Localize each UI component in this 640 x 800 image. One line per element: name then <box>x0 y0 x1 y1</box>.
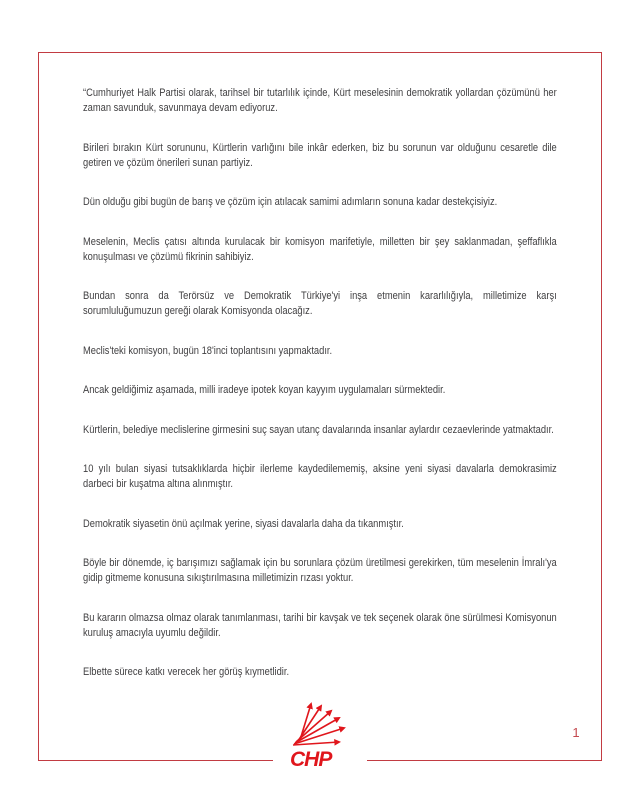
paragraph: Birileri bırakın Kürt sorununu, Kürtlerin varlığını bile inkâr ederken, biz bu sorunun var olduğunu cesaretle dile getiren ve çözüm önerileri sunan partiyiz. <box>83 141 557 169</box>
chp-six-arrows-icon <box>290 700 352 748</box>
paragraph: Bu kararın olmazsa olmaz olarak tanımlanması, tarihi bir kavşak ve tek seçenek olarak öne sürülmesi Komisyonun kuruluş amacıyla uyumlu değildir. <box>83 611 557 639</box>
paragraph: Demokratik siyasetin önü açılmak yerine, siyasi davalarla daha da tıkanmıştır. <box>83 517 404 530</box>
paragraph: Böyle bir dönemde, iç barışımızı sağlamak için bu sorunlara çözüm üretilmesi gerekirken, tüm meselenin İmralı'ya gidip gitmeme konusuna sıkıştırılmasına milletimizin rızası yoktur. <box>83 557 557 584</box>
paragraph: Kürtlerin, belediye meclislerine girmesini suç sayan utanç davalarında insanlar aylardır cezaevlerinde yatmaktadır. <box>83 423 554 436</box>
paragraph: 10 yılı bulan siyasi tutsaklıklarda hiçbir ilerleme kaydedilememiş, aksine yeni siyasi davalarla demokrasimiz darbeci bir kuşatma altına alınmıştır. <box>83 463 557 490</box>
paragraph: Meclis'teki komisyon, bugün 18'inci toplantısını yapmaktadır. <box>83 344 333 357</box>
statement-text <box>83 86 557 705</box>
paragraph: Ancak geldiğimiz aşamada, milli iradeye ipotek koyan kayyım uygulamaları sürmektedir. <box>83 384 446 396</box>
chp-logo <box>288 700 354 774</box>
paragraph: “Cumhuriyet Halk Partisi olarak, tarihsel bir tutarlılık içinde, Kürt meselesinin demokratik yollardan çözümünü her zaman savunduk, savunmaya devam ediyoruz. <box>83 87 557 114</box>
page-number: 1 <box>572 725 580 740</box>
paragraph: Bundan sonra da Terörsüz ve Demokratik Türkiye'yi inşa etmenin kararlılığıyla, milletimize karşı sorumluluğumuzun gereği olarak Komisyonda olacağız. <box>83 290 557 317</box>
paragraph: Elbette sürece katkı verecek her görüş kıymetlidir. <box>83 666 290 678</box>
paragraph: Dün olduğu gibi bugün de barış ve çözüm için atılacak samimi adımların sonuna kadar destekçisiyiz. <box>83 196 498 208</box>
chp-logo-text: CHP <box>290 748 332 771</box>
paragraph: Meselenin, Meclis çatısı altında kurulacak bir komisyon marifetiyle, milletten bir şey saklanmadan, şeffaflıkla konuşulması ve çözümü fikrinin sahibiyiz. <box>83 235 557 263</box>
